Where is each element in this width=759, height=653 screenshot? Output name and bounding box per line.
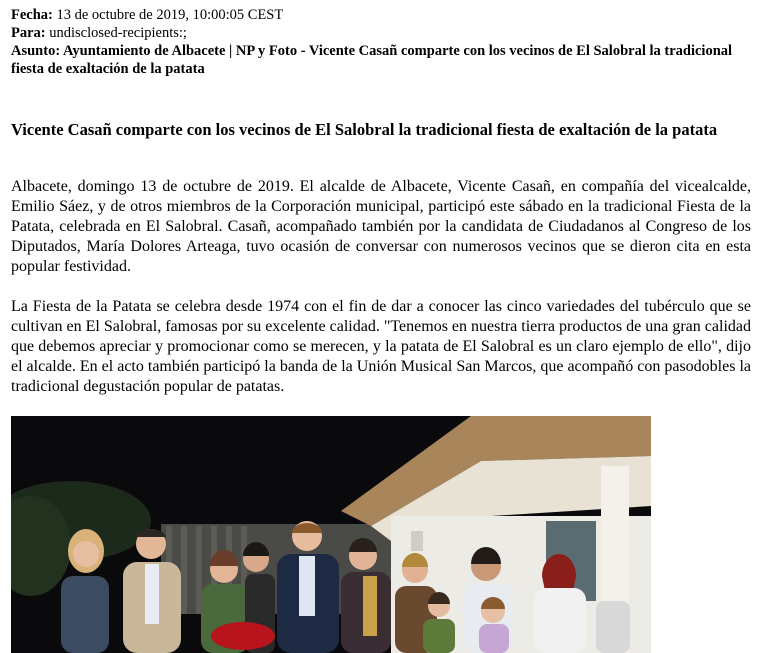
event-photo (11, 416, 651, 653)
article-paragraph-1: Albacete, domingo 13 de octubre de 2019. El alcalde de Albacete, Vicente Casañ, en compañía del vicealcalde, Emilio Sáez, y de otros miembros de la Corporación municipal, participó este sábado en la tradicional Fiesta de la Patata, celebrada en El Salobral. Casañ, acompañado también por la candidata de Ciudadanos al Congreso de los Diputados, María Dolores Arteaga, tuvo ocasión de conversar con numerosos vecinos que se dieron cita en esta popular festividad. (11, 178, 751, 275)
subject-line (11, 42, 751, 78)
subject-label: Asunto: (11, 43, 61, 59)
to-label: Para: (11, 25, 46, 41)
to-line (11, 24, 751, 42)
article-title: Vicente Casañ comparte con los vecinos de El Salobral la tradicional fiesta de exaltación de la patata (11, 120, 718, 139)
to-value: undisclosed-recipients:; (45, 25, 187, 41)
email-header (11, 6, 751, 78)
article-paragraph-2: La Fiesta de la Patata se celebra desde 1974 con el fin de dar a conocer las cinco variedades del tubérculo que se cultivan en El Salobral, famosas por su excelente calidad. "Tenemos en nuestra tierra productos de una gran calidad que debemos apreciar y promocionar como se merecen, y la patata de El Salobral es un claro ejemplo de ello", dijo el alcalde. En el acto también participó la banda de la Unión Musical San Marcos, que acompañó con pasodobles la tradicional degustación popular de patatas. (11, 298, 751, 395)
date-value: 13 de octubre de 2019, 10:00:05 CEST (52, 7, 284, 23)
date-line (11, 6, 751, 24)
subject-value: Ayuntamiento de Albacete | NP y Foto - Vicente Casañ comparte con los vecinos de El Salobral la tradicional fiesta de exaltación de la patata (11, 43, 733, 77)
event-photo-illustration (11, 416, 651, 653)
date-label: Fecha: (11, 7, 53, 23)
